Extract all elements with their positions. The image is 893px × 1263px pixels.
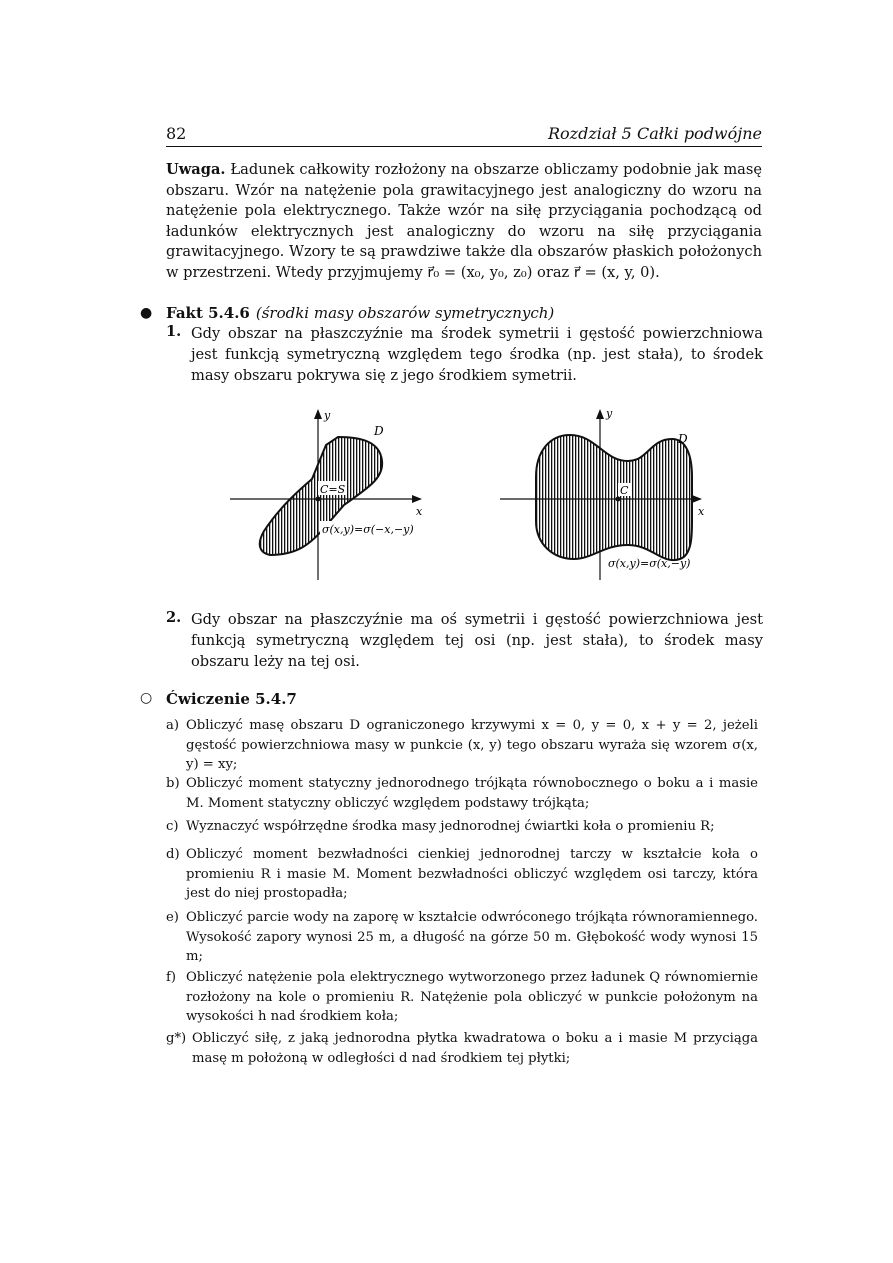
exercise-item-text: Wyznaczyć współrzędne środka masy jednorodnej ćwiartki koła o promieniu R;	[186, 819, 715, 834]
figure-axial-symmetry	[500, 405, 725, 585]
y-axis-arrow-icon	[314, 409, 322, 419]
exercise-item-text: Obliczyć parcie wody na zaporę w kształcie odwróconego trójkąta równoramiennego. Wysokość zapory wynosi 25 m, a długość na górze 50 m. Głębokość wody wynosi 15 m;	[186, 910, 758, 964]
exercise-item-label: d)	[166, 847, 180, 862]
exercise-item-text: Obliczyć moment statyczny jednorodnego trójkąta równobocznego o boku a i masie M. Moment statyczny obliczyć względem podstawy trójkąta;	[186, 776, 758, 811]
fakt-item-1-text: Gdy obszar na płaszczyźnie ma środek symetrii i gęstość powierzchniowa jest funkcją symetryczną względem tego środka (np. jest stała), to środek masy obszaru pokrywa się z jego środkiem symetrii.	[191, 325, 763, 384]
exercise-item-d	[166, 845, 758, 904]
uwaga-text: Ładunek całkowity rozłożony na obszarze obliczamy podobnie jak masę obszaru. Wzór na natężenie pola grawitacyjnego jest analogiczny do wzoru na natężenie pola elektrycznego. Także wzór na siłę przyciągania pochodzącą od ładunków elektrycznych jest analogiczny do wzoru na siłę przyciągania grawitacyjnego. Wzory te są prawdziwe także dla obszarów płaskich położonych w przestrzeni. Wtedy przyjmujemy r⃗₀ = (x₀, y₀, z₀) oraz r⃗ = (x, y, 0).	[166, 161, 762, 281]
exercise-item-b	[166, 774, 758, 813]
uwaga-label: Uwaga.	[166, 161, 226, 178]
y-axis-label: y	[324, 409, 331, 422]
uwaga-paragraph	[166, 160, 762, 283]
exercise-item-g	[166, 1029, 758, 1068]
fakt-item-2-text: Gdy obszar na płaszczyźnie ma oś symetrii i gęstość powierzchniowa jest funkcją symetryczną względem tej osi (np. jest stała), to środek masy obszaru leży na tej osi.	[191, 611, 763, 670]
exercise-item-text: Obliczyć moment bezwładności cienkiej jednorodnej tarczy w kształcie koła o promieniu R i masie M. Moment bezwładności obliczyć względem osi tarczy, która jest do niej prostopadła;	[186, 847, 758, 901]
exercise-item-label: b)	[166, 776, 180, 791]
fakt-item-2-number: 2.	[166, 609, 182, 626]
exercise-item-text: Obliczyć siłę, z jaką jednorodna płytka kwadratowa o boku a i masie M przyciąga masę m położoną w odległości d nad środkiem tej płytki;	[192, 1031, 758, 1066]
region-d-label: D	[374, 424, 384, 438]
region-d-label: D	[678, 432, 688, 446]
fakt-heading	[166, 304, 554, 322]
fakt-bullet-icon: ●	[140, 305, 153, 321]
exercise-item-c	[166, 817, 758, 837]
figure-central-symmetry	[230, 405, 450, 585]
density-label: σ(x,y)=σ(−x,−y)	[322, 523, 414, 536]
fakt-item-1-number: 1.	[166, 323, 182, 340]
exercise-item-e	[166, 908, 758, 967]
x-axis-arrow-icon	[692, 495, 702, 503]
region-d-shape	[260, 437, 382, 555]
density-label: σ(x,y)=σ(x,−y)	[608, 557, 691, 570]
center-point	[616, 497, 621, 502]
x-axis-arrow-icon	[412, 495, 422, 503]
page-number: 82	[166, 124, 187, 143]
exercise-item-label: c)	[166, 819, 179, 834]
exercise-item-label: g*)	[166, 1031, 187, 1046]
chapter-title: Rozdział 5 Całki podwójne	[547, 124, 762, 143]
exercise-item-label: e)	[166, 910, 179, 925]
exercise-item-label: a)	[166, 718, 180, 733]
exercise-heading: Ćwiczenie 5.4.7	[166, 690, 297, 708]
center-point	[316, 497, 321, 502]
region-d-shape	[536, 435, 692, 560]
exercise-item-label: f)	[166, 970, 177, 985]
center-label: C=S	[320, 483, 346, 496]
y-axis-arrow-icon	[596, 409, 604, 419]
running-header	[166, 124, 762, 147]
center-label: C	[620, 484, 629, 497]
exercise-item-text: Obliczyć masę obszaru D ograniczonego krzywymi x = 0, y = 0, x + y = 2, jeżeli gęstość powierzchniowa masy w punkcie (x, y) tego obszaru wyraża się wzorem σ(x, y) = xy;	[186, 718, 758, 772]
exercise-item-text: Obliczyć natężenie pola elektrycznego wytworzonego przez ładunek Q równomiernie rozłożony na kole o promieniu R. Natężenie pola obliczyć w punkcie położonym na wysokości h nad środkiem koła;	[186, 970, 758, 1024]
fakt-title: (środki masy obszarów symetrycznych)	[255, 304, 555, 322]
x-axis-label: x	[698, 505, 705, 518]
fakt-label: Fakt 5.4.6	[166, 304, 250, 322]
y-axis-label: y	[606, 407, 613, 420]
x-axis-label: x	[416, 505, 423, 518]
exercise-item-a	[166, 716, 758, 775]
exercise-bullet-icon: ○	[140, 690, 153, 706]
exercise-item-f	[166, 968, 758, 1027]
